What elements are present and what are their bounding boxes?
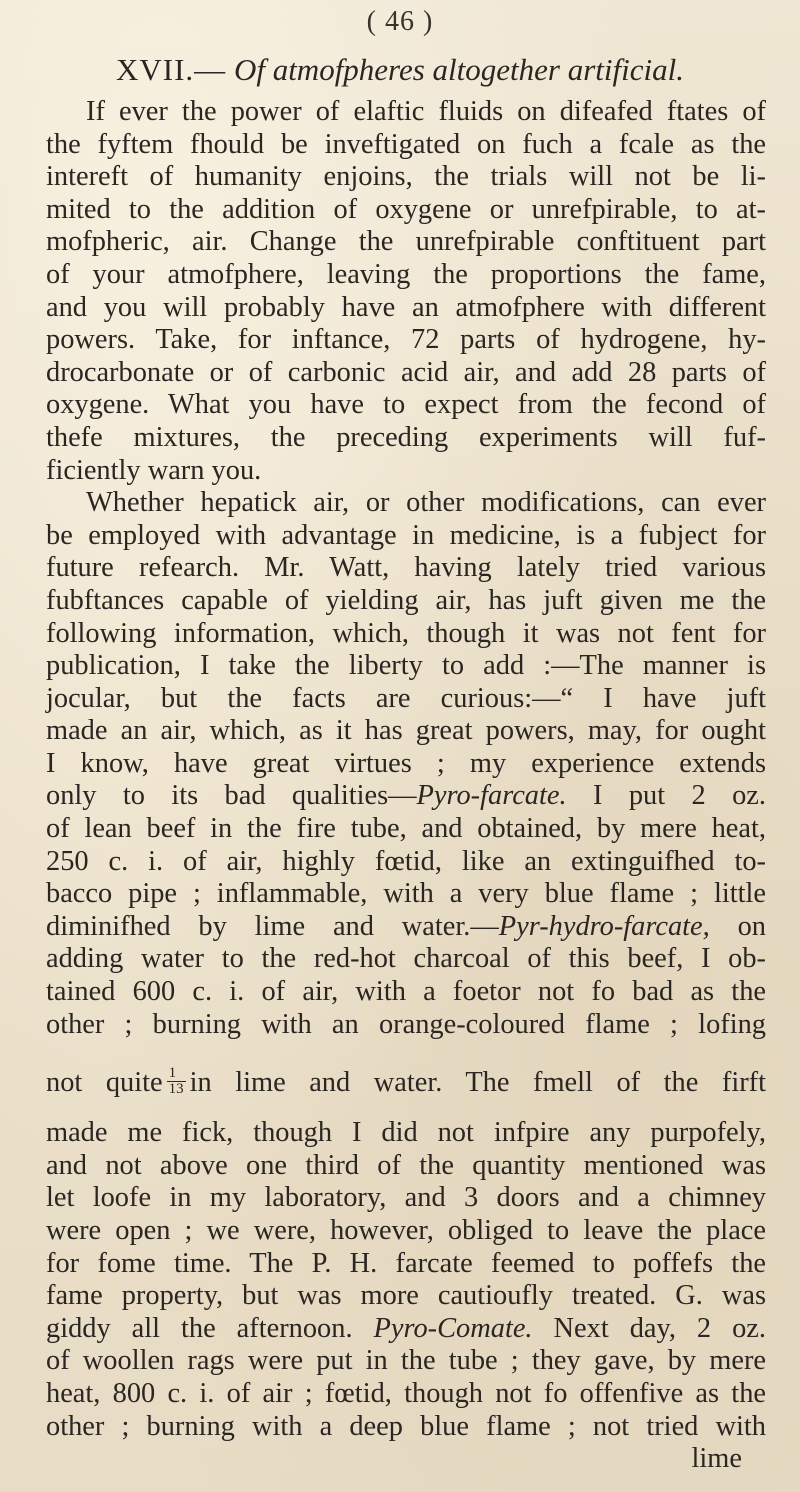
fraction	[167, 1066, 186, 1097]
text-line: fame property, but was more cautioufly treated. G. was	[46, 1280, 766, 1312]
text-line: made an air, which, as it has great powers, may, for ought	[46, 715, 766, 747]
text-line: made me fick, though I did not infpire any purpofely,	[46, 1117, 766, 1149]
text-line: oxygene. What you have to expect from the fecond of	[46, 389, 766, 421]
text-line: of woollen rags were put in the tube ; they gave, by mere	[46, 1345, 766, 1377]
text-line: adding water to the red-hot charcoal of this beef, I ob-	[46, 943, 766, 975]
text-line: publication, I take the liberty to add :—The manner is	[46, 650, 766, 682]
text-line: mofpheric, air. Change the unrefpirable conftituent part	[46, 226, 766, 258]
text-run: not quite	[46, 1067, 163, 1099]
text-line: intereft of humanity enjoins, the trials will not be li-	[46, 161, 766, 193]
text-line: drocarbonate or of carbonic acid air, and add 28 parts of	[46, 356, 766, 388]
text-line: jocular, but the facts are curious:—“ I have juft	[46, 682, 766, 714]
text-line: of your atmofphere, leaving the proportions the fame,	[46, 258, 766, 290]
text-line: I know, have great virtues ; my experience extends	[46, 747, 766, 779]
text-line: ficiently warn you.	[46, 454, 262, 486]
text-line: and not above one third of the quantity mentioned was	[46, 1149, 766, 1181]
line-gap	[46, 1041, 766, 1059]
text-run: giddy all the afternoon.	[46, 1312, 353, 1344]
text-run: Next day, 2 oz.	[553, 1312, 766, 1344]
text-run: in lime and water. The fmell of the firft	[189, 1067, 766, 1099]
text-line	[46, 780, 766, 813]
line-gap	[46, 1099, 766, 1117]
text-line: tained 600 c. i. of air, with a foetor not fo bad as the	[46, 976, 766, 1008]
text-run: only to its bad qualities—	[46, 780, 417, 812]
text-run: on	[737, 910, 766, 942]
text-line	[46, 911, 766, 944]
text-line: of lean beef in the fire tube, and obtained, by mere heat,	[46, 813, 766, 845]
text-line: for fome time. The P. H. farcate feemed to poffefs the	[46, 1247, 766, 1279]
catchword: lime	[691, 1443, 742, 1475]
body-text	[46, 96, 766, 1476]
text-line: powers. Take, for inftance, 72 parts of hydrogene, hy-	[46, 324, 766, 356]
text-line	[46, 1313, 766, 1346]
fraction-denominator: 13	[168, 1081, 184, 1098]
section-heading	[0, 52, 800, 88]
page-number: ( 46 )	[366, 6, 434, 37]
text-line: be employed with advantage in medicine, is a fubject for	[46, 519, 766, 551]
text-line: and you will probably have an atmofphere with different	[46, 291, 766, 323]
text-line: other ; burning with an orange-coloured flame ; lofing	[46, 1008, 766, 1040]
text-line: heat, 800 c. i. of air ; fœtid, though not fo offenfive as the	[46, 1377, 766, 1409]
text-line: fubftances capable of yielding air, has juft given me the	[46, 584, 766, 616]
italic-term: Pyro-farcate.	[416, 780, 567, 812]
text-run: diminifhed by lime and water.—	[46, 910, 499, 942]
text-line: let loofe in my laboratory, and 3 doors and a chimney	[46, 1182, 766, 1214]
fraction-numerator: 1	[167, 1066, 186, 1082]
text-line: 250 c. i. of air, highly fœtid, like an extinguifhed to-	[46, 845, 766, 877]
text-line	[46, 1059, 766, 1099]
text-line: following information, which, though it was not fent for	[46, 617, 766, 649]
text-line: were open ; we were, however, obliged to leave the place	[46, 1215, 766, 1246]
text-line: other ; burning with a deep blue flame ; not tried with	[46, 1410, 766, 1442]
text-line: Whether hepatick air, or other modifications, can ever	[86, 487, 766, 519]
text-line: If ever the power of elaftic fluids on difeafed ftates of	[86, 96, 766, 127]
text-line: thefe mixtures, the preceding experiments will fuf-	[46, 421, 766, 453]
text-line: the fyftem fhould be inveftigated on fuch a fcale as the	[46, 128, 766, 160]
section-number: XVII.—	[116, 52, 227, 87]
text-line: bacco pipe ; inflammable, with a very blue flame ; little	[46, 878, 766, 910]
text-line: mited to the addition of oxygene or unrefpirable, to at-	[46, 193, 766, 225]
italic-term: Pyr-hydro-farcate,	[498, 910, 710, 942]
section-title: Of atmofpheres altogether artificial.	[233, 52, 684, 87]
italic-term: Pyro-Comate.	[373, 1312, 533, 1344]
text-line: future refearch. Mr. Watt, having lately tried various	[46, 552, 766, 584]
text-run: I put 2 oz.	[592, 780, 766, 812]
